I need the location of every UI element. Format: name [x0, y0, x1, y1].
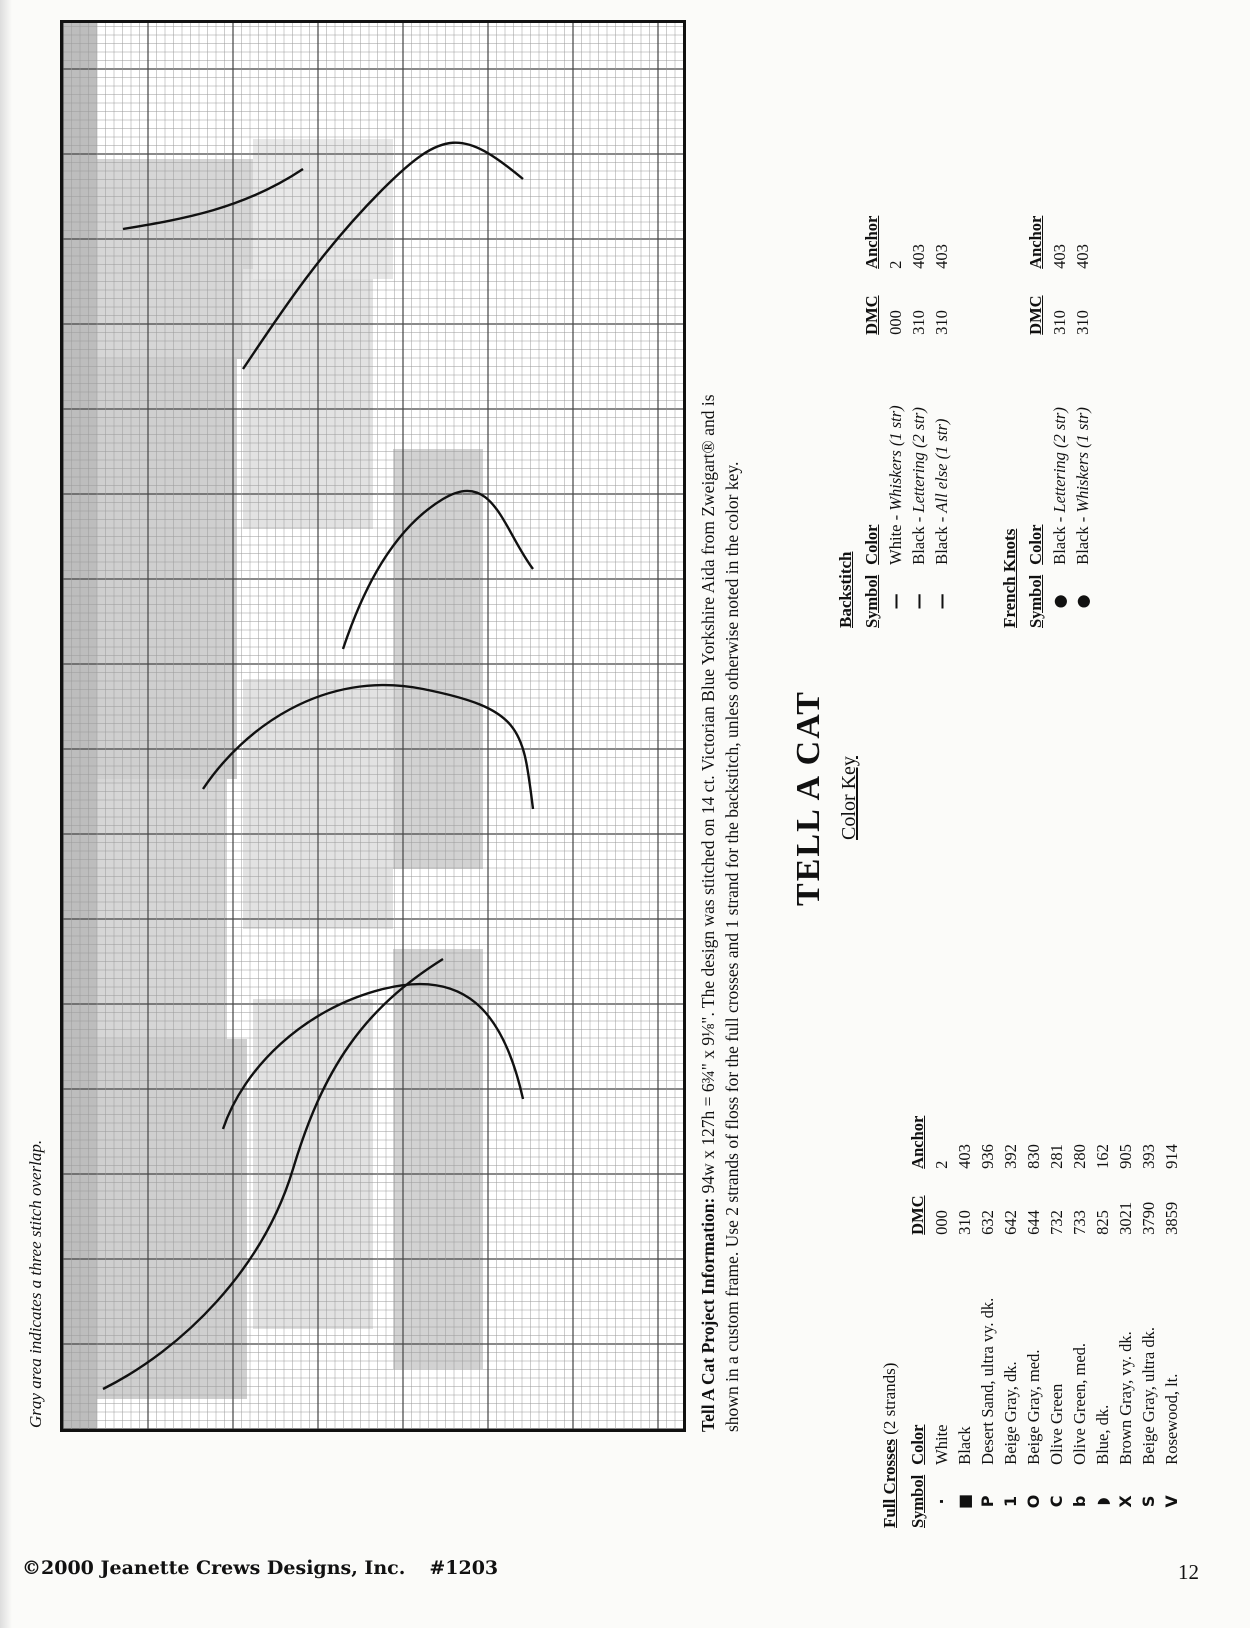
backstitch-header-row [862, 206, 884, 628]
color-symbol: P [978, 1495, 997, 1508]
backstitch-row [930, 206, 953, 628]
color-name [999, 1235, 1022, 1465]
dmc-number: 310 [931, 310, 951, 335]
full-cross-row [1091, 1106, 1114, 1528]
header-dmc: DMC [908, 1195, 927, 1235]
color-symbol: V [1162, 1495, 1181, 1508]
color-label: Black - [1049, 512, 1069, 565]
cross-stitch-chart [60, 20, 686, 1432]
color-label: Blue, dk. [1092, 1404, 1112, 1465]
color-label: Black [954, 1426, 974, 1465]
color-label: Beige Gray, dk. [1000, 1361, 1020, 1465]
header-dmc: DMC [862, 295, 881, 335]
color-label: Beige Gray, ultra dk. [1138, 1327, 1158, 1465]
color-label: Black - [1072, 512, 1092, 565]
color-note: All else (1 str) [931, 418, 951, 513]
header-dmc: DMC [1026, 295, 1045, 335]
color-name [1160, 1235, 1183, 1465]
color-symbol: — [886, 593, 905, 610]
color-label: Rosewood, lt. [1161, 1373, 1181, 1465]
dmc-number: 310 [908, 310, 928, 335]
anchor-number: 403 [1049, 244, 1069, 269]
color-symbol: S [1139, 1495, 1158, 1508]
header-color: Color [908, 1424, 927, 1465]
stitch-region [393, 449, 483, 869]
color-name [1114, 1235, 1137, 1465]
full-crosses-note: (2 strands) [880, 1362, 899, 1435]
french-knots-table [1026, 206, 1094, 628]
french-knots-heading [1000, 529, 1020, 628]
stitch-region [253, 999, 373, 1329]
pattern-number: #1203 [429, 1557, 499, 1579]
color-name [1068, 1235, 1091, 1465]
header-anchor: Anchor [862, 215, 881, 269]
header-symbol: Symbol [1026, 574, 1045, 628]
full-cross-row [953, 1106, 976, 1528]
copyright-text: ©2000 Jeanette Crews Designs, Inc. [22, 1557, 406, 1579]
color-note: Whiskers (1 str) [885, 405, 905, 511]
color-symbol: ■ [955, 1493, 974, 1509]
full-cross-row [1160, 1106, 1183, 1528]
color-label: Black - [931, 512, 951, 565]
color-name [884, 335, 907, 565]
anchor-number: 830 [1023, 1144, 1043, 1169]
anchor-number: 393 [1138, 1144, 1158, 1169]
color-note: Whiskers (1 str) [1072, 407, 1092, 513]
color-name [1045, 1235, 1068, 1465]
full-crosses-heading [880, 1363, 900, 1528]
anchor-number: 280 [1069, 1144, 1089, 1169]
full-cross-row [976, 1106, 999, 1528]
color-name [1137, 1235, 1160, 1465]
anchor-number: 392 [1000, 1144, 1020, 1169]
french-knot-row [1071, 206, 1094, 628]
french-knot-row [1048, 206, 1071, 628]
backstitch-row [884, 206, 907, 628]
color-symbol: 1 [1001, 1495, 1020, 1507]
color-label: Beige Gray, med. [1023, 1349, 1043, 1465]
dmc-number: 000 [885, 310, 905, 335]
color-symbol: O [1024, 1494, 1043, 1509]
dmc-number: 642 [1000, 1210, 1020, 1235]
dmc-number: 733 [1069, 1210, 1089, 1235]
project-info-line-1 [698, 394, 719, 1432]
color-name [1022, 1235, 1045, 1465]
color-label: Brown Gray, vy. dk. [1115, 1331, 1135, 1465]
color-name [1071, 335, 1094, 565]
backstitch-title: Backstitch [836, 551, 855, 628]
header-symbol: Symbol [862, 574, 881, 628]
color-label: White [931, 1424, 951, 1465]
color-symbol: · [932, 1498, 951, 1505]
color-symbol: b [1070, 1495, 1089, 1508]
header-anchor: Anchor [1026, 215, 1045, 269]
anchor-number: 162 [1092, 1144, 1112, 1169]
full-crosses-title: Full Crosses [880, 1439, 899, 1528]
header-color: Color [862, 524, 881, 565]
header-color: Color [1026, 524, 1045, 565]
dmc-number: 3859 [1161, 1201, 1181, 1235]
dmc-number: 644 [1023, 1210, 1043, 1235]
backstitch-rows [884, 206, 953, 628]
dmc-number: 310 [1072, 310, 1092, 335]
backstitch-row [907, 206, 930, 628]
anchor-number: 403 [1072, 244, 1092, 269]
full-cross-row [1137, 1106, 1160, 1528]
backstitch-table [862, 206, 953, 628]
full-crosses-header-row [908, 1106, 930, 1528]
color-symbol: — [932, 593, 951, 610]
color-label: Desert Sand, ultra vy. dk. [977, 1297, 997, 1465]
anchor-number: 403 [908, 244, 928, 269]
color-name [930, 335, 953, 565]
dmc-number: 3021 [1115, 1201, 1135, 1235]
full-crosses-table [908, 1106, 1183, 1528]
backstitch-heading [836, 552, 856, 629]
color-key-heading: Color Key [838, 756, 860, 840]
dmc-number: 732 [1046, 1210, 1066, 1235]
anchor-number: 914 [1161, 1144, 1181, 1169]
french-knots-title: French Knots [1000, 528, 1019, 628]
anchor-number: 905 [1115, 1144, 1135, 1169]
stitch-region [243, 269, 373, 529]
anchor-number: 936 [977, 1144, 997, 1169]
french-knots-rows [1048, 206, 1094, 628]
dmc-number: 3790 [1138, 1201, 1158, 1235]
full-cross-row [930, 1106, 953, 1528]
dmc-number: 632 [977, 1210, 997, 1235]
stitch-region [393, 949, 483, 1369]
color-symbol: C [1047, 1495, 1066, 1508]
color-note: Lettering (2 str) [908, 407, 928, 513]
french-knots-header-row [1026, 206, 1048, 628]
color-symbol: X [1116, 1495, 1135, 1508]
chart-note: Gray area indicates a three stitch overlap. [26, 1139, 45, 1428]
color-name [976, 1235, 999, 1465]
color-note: Lettering (2 str) [1049, 407, 1069, 513]
color-symbol: ● [1073, 594, 1092, 609]
color-label: Olive Green [1046, 1383, 1066, 1465]
anchor-number: 2 [885, 260, 905, 269]
color-name [930, 1235, 953, 1465]
full-cross-row [999, 1106, 1022, 1528]
header-symbol: Symbol [908, 1474, 927, 1528]
full-cross-row [1114, 1106, 1137, 1528]
header-anchor: Anchor [908, 1115, 927, 1169]
full-crosses-rows [930, 1106, 1183, 1528]
anchor-number: 281 [1046, 1144, 1066, 1169]
dmc-number: 310 [1049, 310, 1069, 335]
chart-grid-svg [63, 23, 683, 1429]
footer-copyright [22, 1557, 498, 1579]
color-symbol: — [909, 593, 928, 610]
color-name [1091, 1235, 1114, 1465]
dmc-number: 310 [954, 1210, 974, 1235]
page-number: 12 [1178, 1560, 1199, 1584]
color-name [953, 1235, 976, 1465]
full-cross-row [1045, 1106, 1068, 1528]
color-symbol: ◗ [1093, 1497, 1112, 1506]
color-label: Black - [908, 512, 928, 565]
color-label: Olive Green, med. [1069, 1342, 1089, 1465]
color-name [1048, 335, 1071, 565]
pattern-title: TELL A CAT [790, 690, 827, 906]
color-symbol: ● [1050, 594, 1069, 609]
anchor-number: 403 [954, 1144, 974, 1169]
full-cross-row [1022, 1106, 1045, 1528]
color-name [907, 335, 930, 565]
full-cross-row [1068, 1106, 1091, 1528]
dmc-number: 825 [1092, 1210, 1112, 1235]
anchor-number: 403 [931, 244, 951, 269]
dmc-number: 000 [931, 1210, 951, 1235]
color-label: White - [885, 510, 905, 565]
project-info-line-2: shown in a custom frame. Use 2 strands of floss for the full crosses and 1 strand for the backstitch, unless otherwise noted in the color key. [722, 461, 742, 1432]
anchor-number: 2 [931, 1160, 951, 1169]
project-info-label: Tell A Cat Project Information: [698, 1197, 718, 1432]
project-info-text-1: 94w x 127h = 6¾" x 9⅛". The design was stitched on 14 ct. Victorian Blue Yorkshire Aida from Zweigart® and is [698, 394, 718, 1194]
